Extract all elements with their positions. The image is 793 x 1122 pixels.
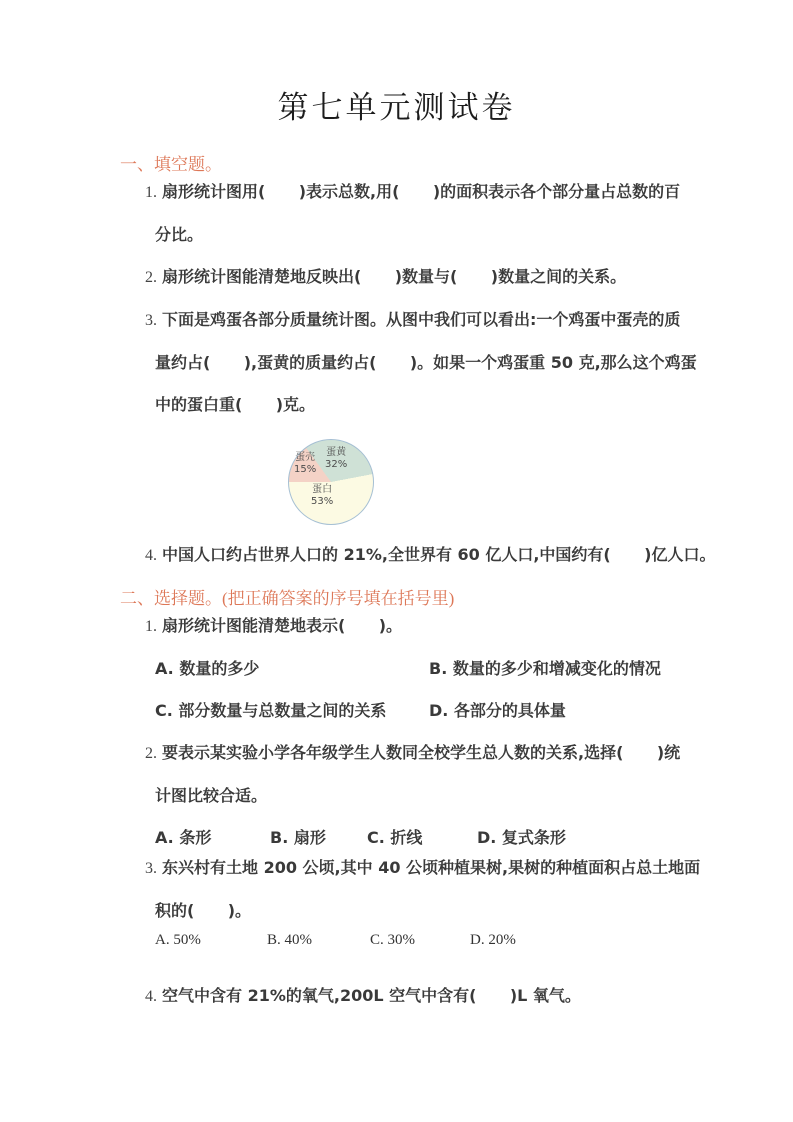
- pie-label-yolk: [325, 447, 347, 472]
- fill-in-question-1: [120, 181, 703, 244]
- option-c: C. 折线: [367, 827, 423, 847]
- question-line: [145, 742, 703, 762]
- question-line: [145, 985, 703, 1005]
- fill-in-question-2: [120, 266, 703, 286]
- option-c: C. 30%: [370, 931, 415, 948]
- choice-question-1: [120, 615, 703, 720]
- pie-slice-name: 蛋黄: [326, 446, 347, 458]
- question-number: 1.: [145, 617, 157, 635]
- pie-slice-name: 蛋白: [312, 483, 333, 495]
- question-text: 空气中含有 21%的氧气,200L 空气中含有( )L 氧气。: [162, 985, 581, 1005]
- fill-in-question-3: [120, 309, 703, 414]
- option-d: D. 各部分的具体量: [429, 700, 566, 720]
- option-a: A. 数量的多少: [155, 658, 260, 678]
- question-line: 计图比较合适。: [155, 785, 268, 805]
- question-text: 扇形统计图用( )表示总数,用( )的面积表示各个部分量占总数的百: [162, 181, 681, 201]
- option-c: C. 部分数量与总数量之间的关系: [155, 700, 387, 720]
- option-b: B. 扇形: [270, 827, 326, 847]
- question-line: [145, 309, 703, 329]
- worksheet-content: [120, 154, 716, 1005]
- question-line: [145, 266, 703, 286]
- question-line: 积的( )。: [155, 900, 252, 920]
- question-line: [145, 857, 703, 877]
- option-row: [155, 700, 703, 720]
- question-number: 2.: [145, 268, 157, 286]
- pie-slice-name: 蛋壳: [295, 451, 316, 463]
- choice-question-4: [120, 985, 703, 1005]
- question-line: 分比。: [155, 224, 204, 244]
- question-line: 量约占( ),蛋黄的质量约占( )。如果一个鸡蛋重 50 克,那么这个鸡蛋: [155, 352, 697, 372]
- question-number: 3.: [145, 311, 157, 329]
- question-number: 2.: [145, 744, 157, 762]
- choice-question-2: [120, 742, 703, 847]
- option-a: A. 条形: [155, 827, 212, 847]
- question-line: [145, 544, 716, 564]
- question-number: 4.: [145, 987, 157, 1005]
- question-line: 中的蛋白重( )克。: [155, 394, 316, 414]
- pie-slice-percent: 32%: [325, 459, 348, 471]
- choice-question-3: [120, 857, 703, 948]
- option-d: D. 20%: [470, 931, 516, 948]
- question-text: 扇形统计图能清楚地表示( )。: [162, 615, 403, 635]
- fill-in-question-4: [120, 544, 716, 564]
- egg-mass-pie-chart: [288, 439, 374, 525]
- option-b: B. 数量的多少和增减变化的情况: [429, 658, 661, 678]
- option-a: A. 50%: [155, 931, 201, 948]
- option-d: D. 复式条形: [477, 827, 566, 847]
- option-row: [155, 658, 703, 678]
- choice-section-heading: 二、选择题。(把正确答案的序号填在括号里): [120, 588, 455, 608]
- question-text: 东兴村有土地 200 公顷,其中 40 公顷种植果树,果树的种植面积占总土地面: [162, 857, 701, 877]
- question-text: 扇形统计图能清楚地反映出( )数量与( )数量之间的关系。: [162, 266, 627, 286]
- question-text: 中国人口约占世界人口的 21%,全世界有 60 亿人口,中国约有( )亿人口。: [162, 544, 716, 564]
- question-number: 3.: [145, 859, 157, 877]
- option-row: [155, 827, 703, 847]
- pie-label-eggwhite: [311, 484, 333, 509]
- question-number: 4.: [145, 546, 157, 564]
- fill-in-section-heading: 一、填空题。: [120, 154, 222, 174]
- pie-label-eggshell: [294, 452, 316, 477]
- page-title: 第七单元测试卷: [277, 90, 516, 125]
- pie-slice-percent: 53%: [311, 496, 334, 508]
- question-text: 下面是鸡蛋各部分质量统计图。从图中我们可以看出:一个鸡蛋中蛋壳的质: [162, 309, 681, 329]
- question-line: [145, 615, 703, 635]
- question-line: [145, 181, 703, 201]
- question-number: 1.: [145, 183, 157, 201]
- option-b: B. 40%: [267, 931, 312, 948]
- question-text: 要表示某实验小学各年级学生人数同全校学生总人数的关系,选择( )统: [162, 742, 681, 762]
- pie-slice-percent: 15%: [294, 464, 317, 476]
- option-row: [155, 933, 703, 948]
